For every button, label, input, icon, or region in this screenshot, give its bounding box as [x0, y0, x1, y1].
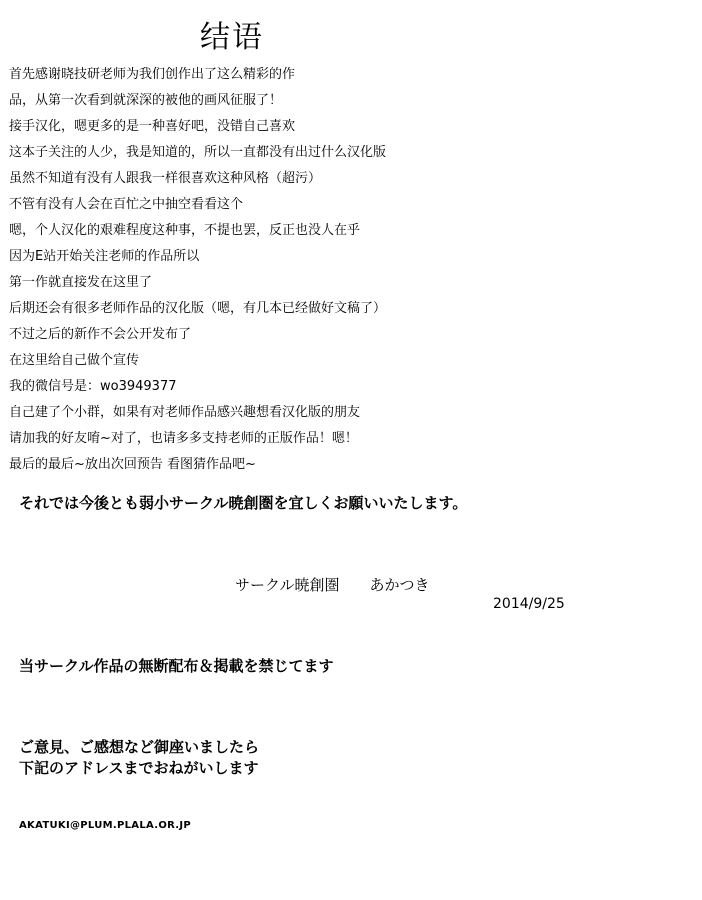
contact-line: ご意見、ご感想など御座いましたら — [19, 738, 260, 756]
note-line: 嗯，个人汉化的艰难程度这种事，不提也罢，反正也没人在乎 — [9, 223, 361, 238]
note-line: 不管有没有人会在百忙之中抽空看看这个 — [9, 197, 244, 212]
note-line: 因为E站开始关注老师的作品所以 — [9, 249, 200, 264]
note-line: 品，从第一次看到就深深的被他的画风征服了！ — [9, 93, 283, 108]
date: 2014/9/25 — [493, 596, 565, 612]
note-line: 不过之后的新作不会公开发布了 — [9, 327, 192, 342]
note-line: 虽然不知道有没有人跟我一样很喜欢这种风格（超污） — [9, 171, 322, 186]
note-line: 接手汉化，嗯更多的是一种喜好吧，没错自己喜欢 — [9, 119, 296, 134]
closing-message: それでは今後とも弱小サークル暁創圏を宜しくお願いいたします。 — [19, 494, 468, 512]
translator-note — [9, 62, 469, 478]
email-address: AKATUKI@PLUM.PLALA.OR.JP — [19, 820, 192, 831]
note-line: 自己建了个小群，如果有对老师作品感兴趣想看汉化版的朋友 — [9, 405, 361, 420]
note-line: 第一作就直接发在这里了 — [9, 275, 153, 290]
note-line: 在这里给自己做个宣传 — [9, 353, 140, 368]
page-title: 结语 — [200, 20, 264, 55]
note-line: 最后的最后~放出次回预告 看图猜作品吧~ — [9, 457, 256, 472]
note-line: 请加我的好友唷~对了，也请多多支持老师的正版作品！嗯！ — [9, 431, 358, 446]
circle-signature: サークル暁創圏 あかつき — [235, 576, 430, 594]
note-line: 我的微信号是：wo3949377 — [9, 379, 177, 394]
note-line: 后期还会有很多老师作品的汉化版（嗯，有几本已经做好文稿了） — [9, 301, 387, 316]
contact-line: 下記のアドレスまでおねがいします — [19, 759, 259, 777]
note-line: 首先感谢晓技研老师为我们创作出了这么精彩的作 — [9, 67, 296, 82]
copyright-notice: 当サークル作品の無断配布＆掲載を禁じてます — [19, 657, 334, 675]
note-line: 这本子关注的人少，我是知道的，所以一直都没有出过什么汉化版 — [9, 145, 387, 160]
